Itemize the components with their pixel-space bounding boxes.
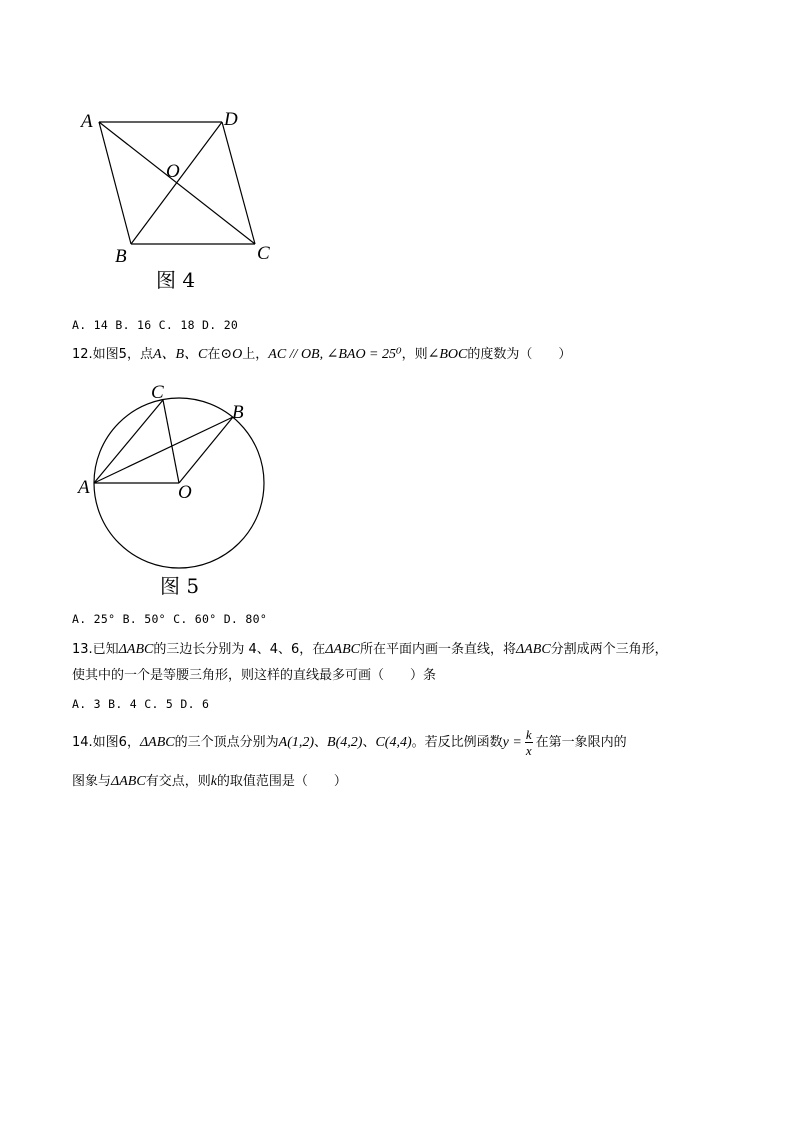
q11-options: A. 14 B. 16 C. 18 D. 20 <box>72 318 239 332</box>
figure-5-diagram <box>70 375 290 605</box>
q14-fraction-numerator: k <box>525 727 532 742</box>
q12-text-mid1: 在 <box>207 347 221 362</box>
q13-triangle-1: ΔABC <box>118 642 154 657</box>
q14-triangle-2: ΔABC <box>111 774 146 789</box>
q13-line1-d: 分割成两个三角形， <box>550 642 668 657</box>
q14-line2-a: 图象与 <box>72 774 112 789</box>
segment-DC <box>222 122 255 244</box>
label-C: C <box>257 243 270 264</box>
figure-4-diagram <box>70 100 290 300</box>
q13-line2: 使其中的一个是等腰三角形，则这样的直线最多可画（ ）条 <box>72 668 437 683</box>
figure-4 <box>70 100 290 300</box>
figure-5-caption: 图 5 <box>160 574 200 598</box>
diagonal-BD <box>131 122 222 244</box>
q14-line1-a: 14.如图6， <box>72 735 140 750</box>
q13-line1-a: 13.已知 <box>72 642 119 657</box>
q14-fraction-denominator: x <box>525 743 532 758</box>
q14-point-A: A(1,2) <box>278 735 315 750</box>
figure-4-caption: 图 4 <box>156 268 196 292</box>
label-D: D <box>224 109 238 130</box>
q12-circle: ⊙O <box>220 347 243 362</box>
segment-BA <box>99 122 131 244</box>
q14-sep1: 、 <box>314 735 328 750</box>
label-C: C <box>151 382 164 403</box>
q12-points: A、B、C <box>152 347 208 362</box>
q12-text-prefix: 12.如图5，点 <box>72 347 153 362</box>
label-A: A <box>81 111 93 132</box>
q12-text-mid2: 上， <box>242 347 269 362</box>
q14-line1-d: 在第一象限内的 <box>535 735 627 750</box>
q13-line1-c: 所在平面内画一条直线，将 <box>359 642 516 657</box>
q14-k: k <box>210 774 217 789</box>
q14-function-lhs: y = <box>502 735 522 750</box>
q12-text-suffix: 的度数为（ ） <box>467 347 572 362</box>
label-B: B <box>232 402 244 423</box>
q14-line1-b: 的三个顶点分别为 <box>174 735 279 750</box>
q14-line1-c: 。若反比例函数 <box>411 735 503 750</box>
q13-triangle-3: ΔABC <box>516 642 551 657</box>
q12-text-mid3: ，则 <box>401 347 428 362</box>
q14-line2-c: 的取值范围是（ ） <box>216 774 347 789</box>
q13-line1 <box>72 641 668 659</box>
label-B: B <box>115 246 127 267</box>
label-A: A <box>78 477 90 498</box>
q14-line2-b: 有交点，则 <box>145 774 211 789</box>
segment-CO <box>163 400 179 483</box>
q13-line1-b: 的三边长分别为 4、4、6，在 <box>153 642 326 657</box>
q14-sep2: 、 <box>362 735 376 750</box>
q12-target: ∠BOC <box>427 347 468 362</box>
q12-question <box>72 346 571 364</box>
q14-fraction <box>525 727 533 758</box>
q12-condition: AC // OB, ∠BAO = 25⁰ <box>268 347 402 362</box>
q14-point-C: C(4,4) <box>375 735 412 750</box>
figure-5 <box>70 375 290 605</box>
q14-triangle: ΔABC <box>139 735 175 750</box>
q14-point-B: B(4,2) <box>327 735 363 750</box>
q12-options: A. 25° B. 50° C. 60° D. 80° <box>72 612 268 626</box>
segment-OB <box>179 417 233 483</box>
q14-line1 <box>72 726 627 760</box>
label-O: O <box>166 161 180 182</box>
q14-line2 <box>72 773 347 791</box>
label-O: O <box>178 482 192 503</box>
q13-options: A. 3 B. 4 C. 5 D. 6 <box>72 697 210 711</box>
q13-triangle-2: ΔABC <box>325 642 360 657</box>
